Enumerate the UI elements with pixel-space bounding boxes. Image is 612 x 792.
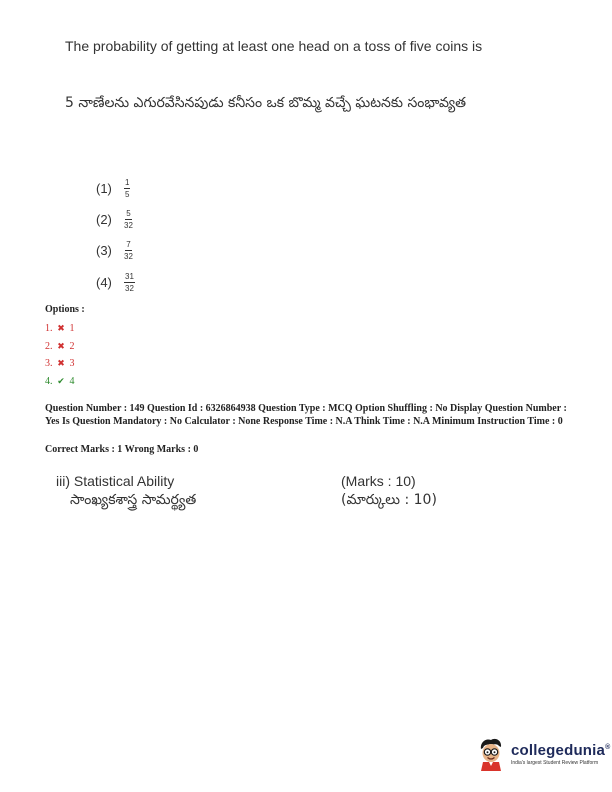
cross-icon: ✖ — [57, 323, 65, 333]
cross-icon: ✖ — [57, 340, 65, 351]
option-index: 1. — [45, 323, 53, 334]
trademark-symbol: ® — [605, 744, 611, 751]
option-label: (1) — [96, 181, 112, 196]
answer-option-4 — [96, 272, 135, 293]
option-value: 3 — [69, 358, 75, 369]
section-title-english: iii) Statistical Ability — [56, 473, 175, 489]
question-metadata: Question Number : 149 Question Id : 6326864938 Question Type : MCQ Option Shuffling : No Display Question Number : Yes Is Question Mandatory : No Calculator : None Response Time : N.A Think Time : N.A Minimum Instruction Time : 0 — [45, 403, 567, 427]
answer-option-1 — [96, 178, 130, 199]
section-title-telugu: సాంఖ్యకశాస్త్ర సామర్థ్యత — [70, 492, 197, 508]
section-marks-telugu: (మార్కులు : 10) — [341, 492, 437, 508]
section-marks-english: (Marks : 10) — [341, 473, 416, 489]
logo-text — [511, 742, 610, 766]
mascot-icon — [477, 737, 505, 771]
option-label: (2) — [96, 212, 112, 227]
option-value: 4 — [69, 375, 75, 387]
option-status-row — [45, 338, 75, 356]
fraction-numerator: 1 — [125, 178, 130, 187]
fraction-numerator: 5 — [126, 209, 131, 218]
collegedunia-logo — [477, 737, 610, 771]
option-status-row — [45, 320, 75, 338]
fraction-denominator: 32 — [125, 284, 134, 293]
question-telugu: 5 నాణేలను ఎగురవేసినపుడు కనీసం ఒక బొమ్మ వచ్చే ఘటనకు సంభావ్యత — [65, 95, 467, 111]
option-fraction — [124, 178, 130, 199]
option-value: 2 — [69, 340, 75, 352]
logo-name — [511, 742, 610, 759]
option-label: (4) — [96, 275, 112, 290]
options-status-list — [45, 320, 75, 390]
options-heading: Options : — [45, 304, 85, 315]
option-index: 2. — [45, 340, 53, 352]
fraction-numerator: 31 — [125, 272, 134, 281]
fraction-denominator: 32 — [124, 252, 133, 261]
answer-option-2 — [96, 209, 133, 230]
option-status-row — [45, 355, 75, 373]
logo-name-text: collegedunia — [511, 742, 606, 759]
fraction-denominator: 32 — [124, 221, 133, 230]
cross-icon: ✖ — [57, 358, 65, 368]
answer-option-3 — [96, 240, 133, 261]
option-fraction — [124, 240, 133, 261]
marks-info: Correct Marks : 1 Wrong Marks : 0 — [45, 444, 199, 455]
fraction-numerator: 7 — [126, 240, 131, 249]
option-status-row — [45, 373, 75, 391]
option-index: 3. — [45, 358, 53, 369]
option-index: 4. — [45, 375, 53, 387]
option-fraction — [124, 209, 133, 230]
logo-tagline: India's largest Student Review Platform — [511, 760, 599, 766]
option-value: 1 — [69, 323, 75, 334]
fraction-denominator: 5 — [125, 190, 130, 199]
option-label: (3) — [96, 243, 112, 258]
option-fraction — [124, 272, 135, 293]
question-english: The probability of getting at least one head on a toss of five coins is — [65, 38, 483, 54]
checkmark-icon: ✔ — [57, 375, 65, 386]
